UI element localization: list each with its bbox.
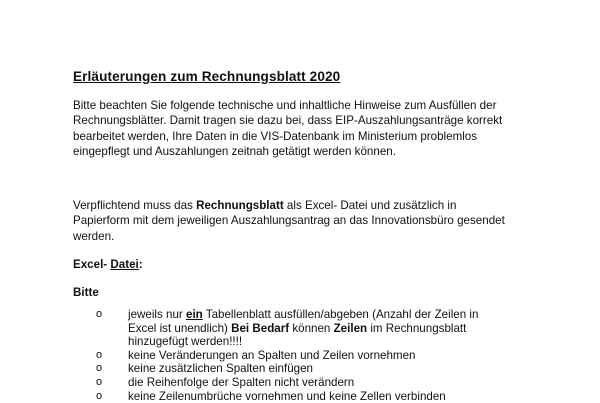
obligation-line: werden.	[73, 229, 115, 243]
intro-line: bearbeitet werden, Ihre Daten in die VIS-Datenbank im Ministerium problemlos	[73, 129, 478, 143]
text-run: Verpflichtend muss das	[73, 199, 197, 212]
list-item-text: keine Veränderungen an Spalten und Zeilen vornehmen	[128, 348, 416, 362]
bitte-heading: Bitte	[73, 286, 99, 299]
intro-line: Rechnungsblätter. Damit tragen sie dazu bei, dass EIP-Auszahlungsanträge korrekt	[73, 114, 503, 128]
text-run: können	[289, 321, 334, 335]
list-item-text: keine zusätzlichen Spalten einfügen	[128, 362, 313, 376]
list-item-line: hinzugefügt werden!!!!	[128, 335, 243, 349]
obligation-line: Papierform mit dem jeweiligen Auszahlungsantrag an das Innovationsbüro gesendet	[73, 214, 505, 228]
obligation-line	[73, 198, 533, 213]
underlined-text-run: Datei	[110, 258, 139, 271]
list-item	[96, 362, 478, 376]
intro-paragraph	[73, 98, 533, 160]
obligation-paragraph	[73, 198, 533, 244]
bold-underlined-text-run: ein	[186, 308, 203, 321]
list-item-text: die Reihenfolge der Spalten nicht verändern	[128, 375, 355, 389]
text-run: jeweils nur	[128, 308, 186, 321]
list-item	[96, 376, 478, 390]
bullet-icon: o	[96, 348, 103, 361]
list-item-line	[128, 322, 478, 336]
text-run: im Rechnungsblatt	[367, 321, 467, 335]
text-run: Excel-	[73, 258, 111, 271]
document-title: Erläuterungen zum Rechnungsblatt 2020	[73, 69, 341, 84]
bold-text-run: Rechnungsblatt	[196, 199, 284, 212]
excel-file-heading	[73, 258, 143, 271]
text-run: Excel ist unendlich)	[128, 321, 232, 335]
bold-text-run: Zeilen	[333, 321, 368, 335]
intro-line: eingepflegt und Auszahlungen zeitnah getätigt werden können.	[73, 145, 396, 159]
text-run: :	[138, 258, 143, 271]
bullet-icon: o	[96, 375, 103, 388]
intro-line: Bitte beachten Sie folgende technische und inhaltliche Hinweise zum Ausfüllen der	[73, 99, 497, 112]
bold-text-run: Bei Bedarf	[231, 321, 290, 335]
bullet-icon: o	[96, 362, 103, 375]
list-item	[96, 349, 478, 363]
bullet-icon: o	[96, 308, 103, 320]
list-item-text: keine Zeilenumbrüche vornehmen und keine Zellen verbinden	[128, 389, 446, 403]
bullet-icon: o	[96, 389, 103, 402]
instruction-list	[96, 308, 478, 403]
list-item-line	[128, 308, 478, 322]
text-run: als Excel- Datei und zusätzlich in	[283, 199, 457, 212]
text-run: Tabellenblatt ausfüllen/abgeben (Anzahl der Zeilen in	[202, 308, 479, 321]
list-item	[96, 308, 478, 349]
list-item	[96, 390, 478, 403]
